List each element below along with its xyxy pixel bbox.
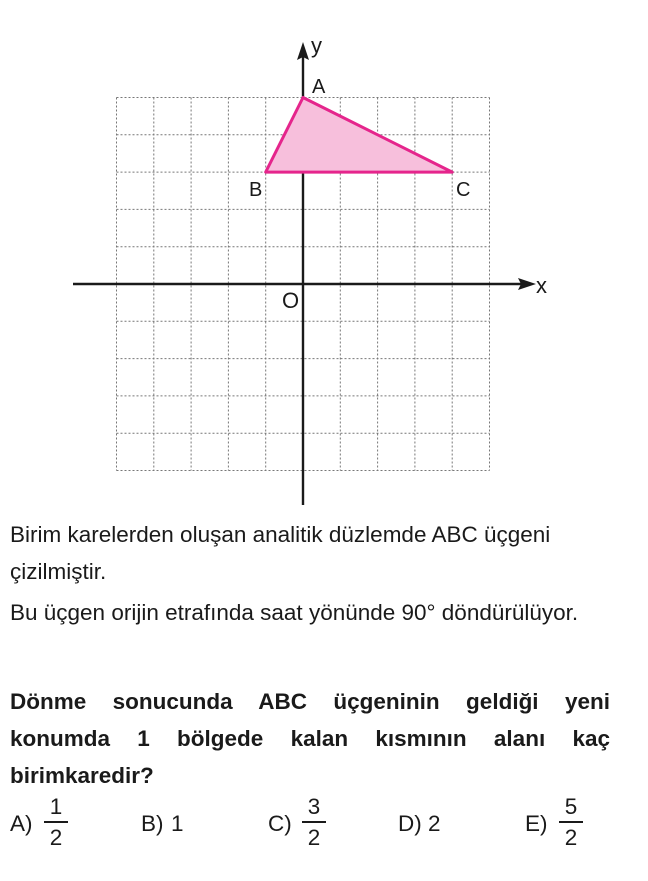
option-e-label: E) xyxy=(525,811,548,836)
fraction-bar xyxy=(559,821,583,823)
point-a-label: A xyxy=(312,76,326,98)
option-a-fraction xyxy=(44,795,68,849)
question-intro: Birim karelerden oluşan analitik düzlemde ABC üçgeni çizilmiştir. xyxy=(10,522,551,584)
question-prompt: Dönme sonucunda ABC üçgeninin geldiği yeni konumda 1 bölgede kalan kısmının alanı kaç birimkaredir? xyxy=(10,689,610,788)
option-a-numerator: 1 xyxy=(49,794,63,819)
option-c-label: C) xyxy=(268,811,292,836)
point-c-label: C xyxy=(456,179,471,201)
option-e-numerator: 5 xyxy=(564,794,578,819)
option-a-label: A) xyxy=(10,811,33,836)
option-d-value: 2 xyxy=(428,811,441,836)
option-a-denominator: 2 xyxy=(49,825,63,850)
point-b-label: B xyxy=(249,179,263,201)
option-b-label: B) xyxy=(141,811,164,836)
option-b-value: 1 xyxy=(171,811,184,836)
origin-label: O xyxy=(282,288,300,313)
option-d-label: D) xyxy=(398,811,422,836)
option-e-denominator: 2 xyxy=(564,825,578,850)
option-c-numerator: 3 xyxy=(307,794,321,819)
fraction-bar xyxy=(44,821,68,823)
y-axis-label: y xyxy=(311,33,322,58)
option-c-denominator: 2 xyxy=(307,825,321,850)
option-c-fraction xyxy=(302,795,326,849)
fraction-bar xyxy=(302,821,326,823)
x-axis-label: x xyxy=(536,273,547,298)
question-rotation: Bu üçgen orijin etrafında saat yönünde 90° döndürülüyor. xyxy=(10,600,579,625)
triangle-abc xyxy=(266,98,453,173)
option-e-fraction xyxy=(559,795,583,849)
